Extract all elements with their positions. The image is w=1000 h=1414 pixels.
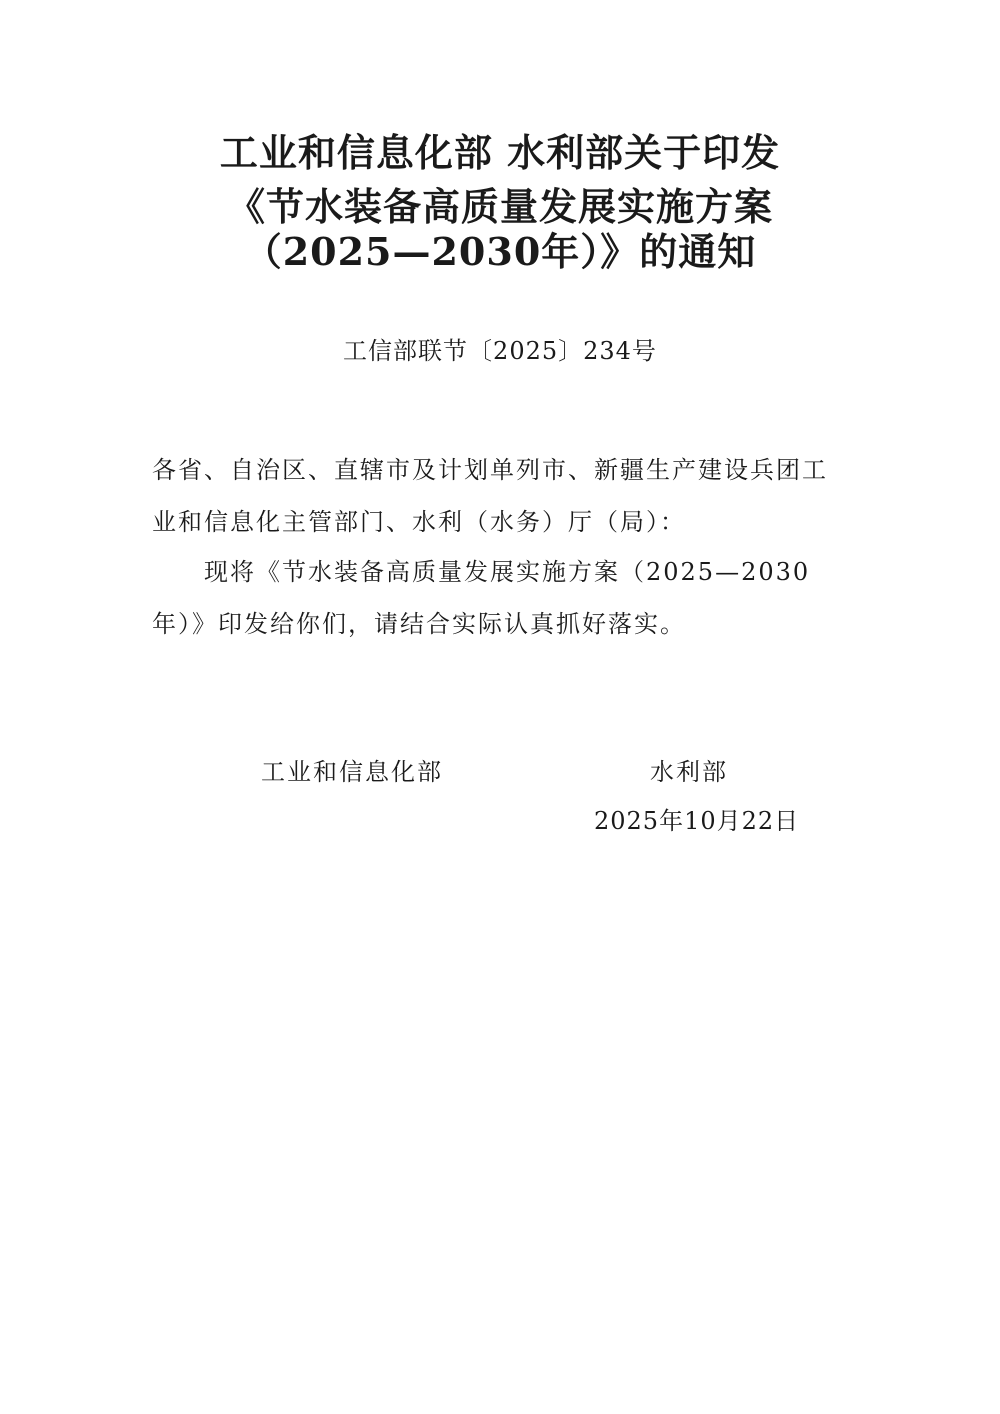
signatory-mwr: 水利部 [650, 758, 728, 786]
body-paragraph [152, 546, 852, 650]
document-number: 工信部联节〔2025〕234号 [343, 337, 657, 365]
title-line-1: 工业和信息化部 水利部关于印发 [219, 130, 781, 175]
body-text: 现将《节水装备高质量发展实施方案（2025—2030年）》印发给你们，请结合实际认真抓好落实。 [152, 558, 811, 638]
signatory-miit: 工业和信息化部 [261, 758, 443, 786]
issue-date: 2025年10月22日 [594, 807, 800, 835]
title-line-3: （2025—2030年）》的通知 [243, 229, 757, 274]
title-line-2: 《节水装备高质量发展实施方案 [226, 184, 773, 229]
recipient-line: 各省、自治区、直辖市及计划单列市、新疆生产建设兵团工业和信息化主管部门、水利（水务）厅（局）： [152, 456, 828, 536]
